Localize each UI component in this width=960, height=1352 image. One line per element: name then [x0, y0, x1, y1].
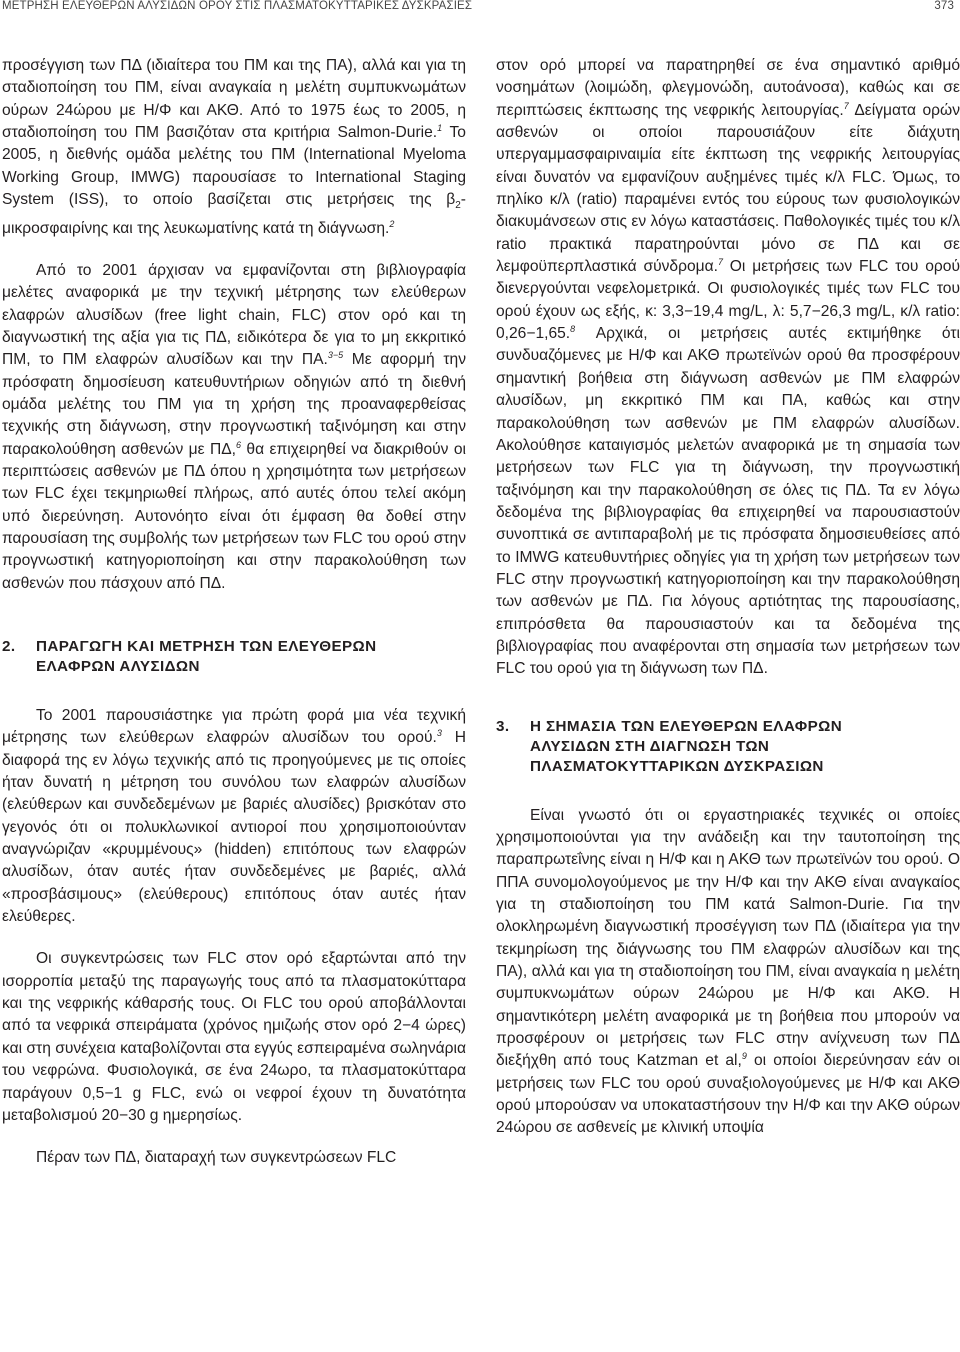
- section-number: 2.: [2, 638, 16, 656]
- subscript: 2: [455, 200, 461, 212]
- right-column: [496, 55, 960, 1140]
- paragraph: Οι συγκεντρώσεις των FLC στον ορό εξαρτώνται από την ισορροπία μεταξύ της παραγωγής τους από τα πλασματοκύτταρα και της νεφρικής κάθαρσής τους. Οι FLC του ορού αποβάλλονται από τα νεφρικά σπειράματα (χρόνος ημιζωής στον ορό 2−4 ώρες) και στη συνέχεια καταβολίζονται στα εγγύς εσπειραμένα σωληνάρια του νεφρώνα. Φυσιολογικά, σε ένα 24ωρο, τα πλασματοκύτταρα παράγουν 0,5−1 g FLC, ενώ οι νεφροί έχουν τη δυνατότητα μεταβολισμού 20−30 g ημερησίως.: [2, 950, 466, 1124]
- paragraph: [496, 805, 960, 1140]
- citation: 7: [843, 100, 849, 111]
- page-number: 373: [934, 0, 954, 12]
- section-heading: [496, 717, 960, 777]
- paragraph: [2, 55, 466, 240]
- text-run: Το 2005, η διεθνής ομάδα μελέτης του ΠΜ (International Myeloma Working Group, IMWG) παρουσίασε το International Staging System (ISS), το οποίο βασίζεται στις μετρήσεις της β: [2, 124, 466, 209]
- citation: 9: [741, 1051, 747, 1062]
- text-run: προσέγγιση των ΠΔ (ιδιαίτερα του ΠΜ και της ΠΑ), αλλά και για τη σταδιοποίηση του ΠΜ, είναι αναγκαία η μελέτη συμπυκνωμάτων ούρων 24ώρου με Η/Φ και ΑΚΘ. Από το 1975 έως το 2005, η σταδιοποίηση του ΠΜ βασιζόταν στα κριτήρια Salmon-Durie.: [2, 57, 466, 142]
- text-run: Οι μετρήσεις των FLC του ορού διενεργούνται νεφελομετρικά. Οι φυσιολογικές τιμές των FLC του ορού έχουν ως εξής, κ: 3,3−19,4 mg/L, λ: 5,7−26,3 mg/L, κ/λ ratio: 0,26−1,65.: [496, 258, 960, 343]
- text-run: Η διαφορά της εν λόγω τεχνικής από τις προηγούμενες με τις οποίες ήταν δυνατή η μέτρηση του συνόλου των ελαφρών αλυσίδων (ελεύθερων και συνδεδεμένων με βαριές αλυσίδες) βρισκόταν στο γεγονός ότι οι πολυκλωνικοί αντιοροί που χρησιμοποιούνταν αναγνώριζαν «κρυμμένους» (hidden) επιτόπους των ελαφρών αλυσίδων, όταν αυτές ήταν συνδεδεμένες με βαριές, αλλά «προσβάσιμους» (ελεύθερους) επιτόπους όταν αυτές ήταν ελεύθερες.: [2, 729, 466, 926]
- section-title-line: ΠΛΑΣΜΑΤΟΚΥΤΤΑΡΙΚΩΝ ΔΥΣΚΡΑΣΙΩΝ: [530, 757, 824, 775]
- paragraph: Πέραν των ΠΔ, διαταραχή των συγκεντρώσεων FLC: [36, 1149, 397, 1167]
- text-run: Το 2001 παρουσιάστηκε για πρώτη φορά μια νέα τεχνική μέτρησης των ελεύθερων ελαφρών αλυσίδων του ορού.: [2, 707, 466, 747]
- citation: 3−5: [327, 350, 344, 361]
- citation: 1: [437, 123, 443, 134]
- left-column: [2, 55, 466, 1170]
- paragraph: [2, 260, 466, 595]
- section-heading: [2, 637, 466, 677]
- citation: 7: [717, 257, 723, 268]
- citation: 6: [236, 439, 242, 450]
- text-run: στον ορό μπορεί να παρατηρηθεί σε ένα σημαντικό αριθμό νοσημάτων (λοιμώδη, φλεγμονώδη, αυτοάνοσα), καθώς και σε περιπτώσεις έκπτωσης της νεφρικής λειτουργίας.: [496, 57, 960, 119]
- section-title-line: Η ΣΗΜΑΣΙΑ ΤΩΝ ΕΛΕΥΘΕΡΩΝ ΕΛΑΦΡΩΝ: [530, 717, 843, 735]
- text-run: Είναι γνωστό ότι οι εργαστηριακές τεχνικές οι οποίες χρησιμοποιούνται για την ανάδειξη και την ταυτοποίηση της παραπρωτεΐνης είναι η Η/Φ και η ΑΚΘ των πρωτεϊνών του ορού. Ο ΠΠΑ συνομολογούμενος με την Η/Φ και την ΑΚΘ είναι αναγκαίος για τη σταδιοποίηση του ΠΜ κατά Salmon-Durie. Για την ολοκληρωμένη διαγνωστική προσέγγιση των ΠΔ (ιδιαίτερα για την τεκμηρίωση της διάγνωσης του ΠΜ ελαφρών αλυσίδων και της ΠΑ), αλλά και για τη σταδιοποίηση του ΠΜ, είναι αναγκαία η μελέτη συμπυκνωμάτων ούρων 24ώρου με Η/Φ και ΑΚΘ. Η σημαντικότερη μελέτη αναφορικά με τη βοήθεια που μπορούν να προσφέρουν οι μετρήσεις των FLC στην ανίχνευση των ΠΔ διεξήχθη από τους Katzman et al,: [496, 806, 960, 1070]
- text-run: θα επιχειρηθεί να διακριθούν οι περιπτώσεις ασθενών με ΠΔ όπου η χρησιμότητα των μετρήσεων των FLC έχει τεκμηριωθεί πλήρως, από αυτές όπου τελεί ακόμη υπό διερεύνηση. Αυτονόητο είναι ότι έμφαση θα δοθεί στην παρουσίαση της συμβολής των μετρήσεων των FLC του ορού στην προγνωστική κατηγοριοποίηση και στην παρακολούθηση των ασθενών που πάσχουν από ΠΔ.: [2, 440, 466, 592]
- text-run: Δείγματα ορών ασθενών οι οποίοι παρουσιάζουν είτε διάχυτη υπεργαμμασφαιριναιμία είτε έκπτωση της νεφρικής λειτουργίας είναι δυνατόν να εμφανίζουν αυξημένες τιμές κ/λ FLC. Όμως, το πηλίκο κ/λ (ratio) παραμένει εντός του εύρους των φυσιολογικών διακυμάνσεων στις εν λόγω καταστάσεις. Παθολογικές τιμές του κ/λ ratio πρακτικά παρατηρούνται μόνο σε ΠΔ και σε λεμφοϋπερπλαστικά σύνδρομα.: [496, 101, 960, 276]
- paragraph: [496, 55, 960, 681]
- text-run: -μικροσφαιρίνης και της λευκωματίνης κατά τη διάγνωση.: [2, 191, 466, 237]
- section-title-line: ΕΛΑΦΡΩΝ ΑΛΥΣΙΔΩΝ: [36, 658, 200, 676]
- section-title-line: ΠΑΡΑΓΩΓΗ ΚΑΙ ΜΕΤΡΗΣΗ ΤΩΝ ΕΛΕΥΘΕΡΩΝ: [36, 638, 377, 656]
- citation: 2: [389, 218, 395, 229]
- section-number: 3.: [496, 717, 510, 735]
- running-title: ΜΕΤΡΗΣΗ ΕΛΕΥΘΕΡΩΝ ΑΛΥΣΙΔΩΝ ΟΡΟΥ ΣΤΙΣ ΠΛΑΣΜΑΤΟΚΥΤΤΑΡΙΚΕΣ ΔΥΣΚΡΑΣΙΕΣ: [2, 0, 473, 12]
- citation: 8: [570, 324, 576, 335]
- running-header: [0, 0, 960, 14]
- citation: 3: [436, 728, 442, 739]
- text-run: οι οποίοι διερεύνησαν εάν οι μετρήσεις των FLC του ορού συναξιολογούμενες με Η/Φ και ΑΚΘ ορού μπορούσαν να υποκαταστήσουν την Η/Φ και την ΑΚΘ ούρων 24ώρου σε ασθενείς με κλινική υποψία: [496, 1052, 960, 1137]
- text-run: Αρχικά, οι μετρήσεις αυτές εκτιμήθηκε ότι συνδυαζόμενες με Η/Φ και ΑΚΘ πρωτεϊνών ορού θα προσφέρουν σημαντική βοήθεια στη διάγνωση ασθενών με ΠΜ ελαφρών αλυσίδων, μη εκκριτικό ΠΜ και ΠΑ, καθώς και στην παρακολούθηση των ασθενών με ΠΜ ελαφρών αλυσίδων. Ακολούθησε καταιγισμός μελετών αναφορικά με τη σημασία των μετρήσεων των FLC για τη διάγνωση, την προγνωστική ταξινόμηση και την παρακολούθηση σε όλες τις ΠΔ. Τα εν λόγω δεδομένα της βιβλιογραφίας θα επιχειρηθεί να παρουσιαστούν συνοπτικά σε αντιπαραβολή με τις πρόσφατα δημοσιευθείσες από το IMWG κατευθυντήριες οδηγίες για τη χρήση των μετρήσεων των FLC στην προγνωστική κατηγοριοποίηση και την παρακολούθηση των ασθενών με ΠΔ. Για λόγους αρτιότητας της παρουσίασης, επιπρόσθετα θα παρουσιαστούν και τα δεδομένα της βιβλιογραφίας που αναφέρονται στη σημασία των μετρήσεων των FLC του ορού για τη διάγνωση των ΠΔ.: [496, 325, 960, 678]
- section-title-line: ΑΛΥΣΙΔΩΝ ΣΤΗ ΔΙΑΓΝΩΣΗ ΤΩΝ: [530, 737, 770, 755]
- text-run: Από το 2001 άρχισαν να εμφανίζονται στη βιβλιογραφία μελέτες αναφορικά με την τεχνική μέτρησης των ελεύθερων ελαφρών αλυσίδων (free light chain, FLC) στον ορό και τη διαγνωστική της αξία για τις ΠΔ, ειδικότερα δε για το μη εκκριτικό ΠΜ, το ΠΜ ελαφρών αλυσίδων και την ΠΑ.: [2, 261, 466, 369]
- text-run: Με αφορμή την πρόσφατη δημοσίευση κατευθυντήριων οδηγιών από τη διεθνή ομάδα μελέτης του ΠΜ για τη χρήση της προαναφερθείσας τεχνικής στη διάγνωση, στην προγνωστική ταξινόμηση και στην παρακολούθηση ασθενών με ΠΔ,: [2, 351, 466, 458]
- paragraph: [2, 705, 466, 928]
